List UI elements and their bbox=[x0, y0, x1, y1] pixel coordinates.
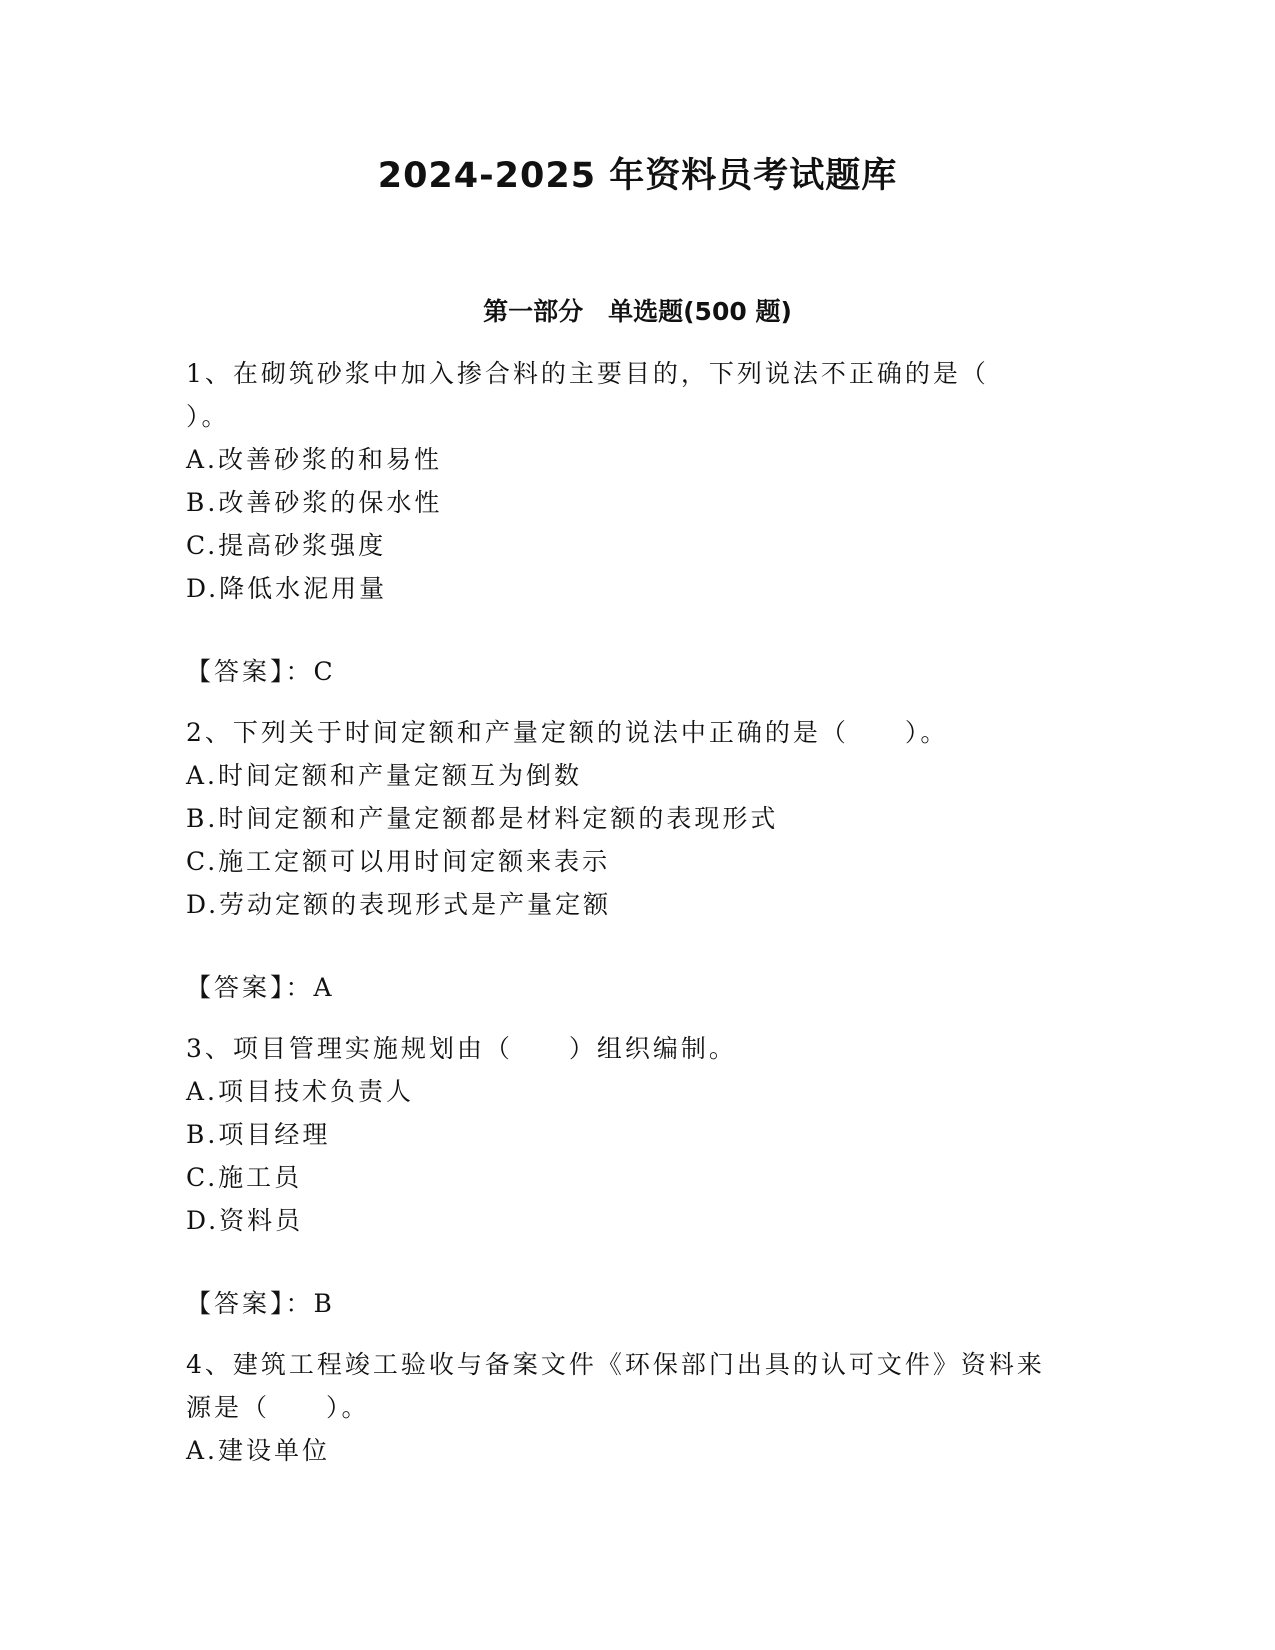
question-stem: 4、建筑工程竣工验收与备案文件《环保部门出具的认可文件》资料来 bbox=[186, 1350, 1045, 1379]
option-d: D.降低水泥用量 bbox=[186, 574, 388, 603]
answer-label: 【答案】： bbox=[186, 973, 314, 1002]
option-c: C.施工定额可以用时间定额来表示 bbox=[186, 847, 611, 876]
option-d: D.劳动定额的表现形式是产量定额 bbox=[186, 890, 612, 919]
option-a: A.项目技术负责人 bbox=[186, 1077, 415, 1106]
option-b: B.项目经理 bbox=[186, 1120, 331, 1149]
option-a: A.改善砂浆的和易性 bbox=[186, 445, 443, 474]
document-title: 2024-2025 年资料员考试题库 bbox=[377, 156, 898, 196]
question-stem-continued: ）。 bbox=[186, 402, 230, 431]
option-a: A.建设单位 bbox=[186, 1436, 331, 1465]
question-2 bbox=[186, 711, 1086, 1009]
question-4 bbox=[186, 1343, 1086, 1472]
answer-value: A bbox=[313, 973, 335, 1002]
answer-label: 【答案】： bbox=[186, 1289, 314, 1318]
option-b: B.改善砂浆的保水性 bbox=[186, 488, 443, 517]
option-c: C.提高砂浆强度 bbox=[186, 531, 387, 560]
answer-label: 【答案】： bbox=[186, 657, 314, 686]
answer-line bbox=[186, 1282, 1086, 1325]
question-stem: 2、下列关于时间定额和产量定额的说法中正确的是（ ）。 bbox=[186, 718, 949, 747]
option-d: D.资料员 bbox=[186, 1206, 304, 1235]
answer-line bbox=[186, 650, 1086, 693]
question-stem: 3、项目管理实施规划由（ ）组织编制。 bbox=[186, 1034, 737, 1063]
question-3 bbox=[186, 1027, 1086, 1325]
option-b: B.时间定额和产量定额都是材料定额的表现形式 bbox=[186, 804, 779, 833]
answer-value: C bbox=[313, 657, 336, 686]
answer-value: B bbox=[313, 1289, 335, 1318]
question-stem: 1、在砌筑砂浆中加入掺合料的主要目的，下列说法不正确的是（ bbox=[186, 359, 989, 388]
question-list bbox=[186, 352, 1086, 1472]
question-1 bbox=[186, 352, 1086, 693]
section-title: 第一部分 单选题(500 题) bbox=[483, 297, 792, 326]
option-a: A.时间定额和产量定额互为倒数 bbox=[186, 761, 583, 790]
option-c: C.施工员 bbox=[186, 1163, 303, 1192]
answer-line bbox=[186, 966, 1086, 1009]
question-stem-continued: 源是（ ）。 bbox=[186, 1393, 370, 1422]
